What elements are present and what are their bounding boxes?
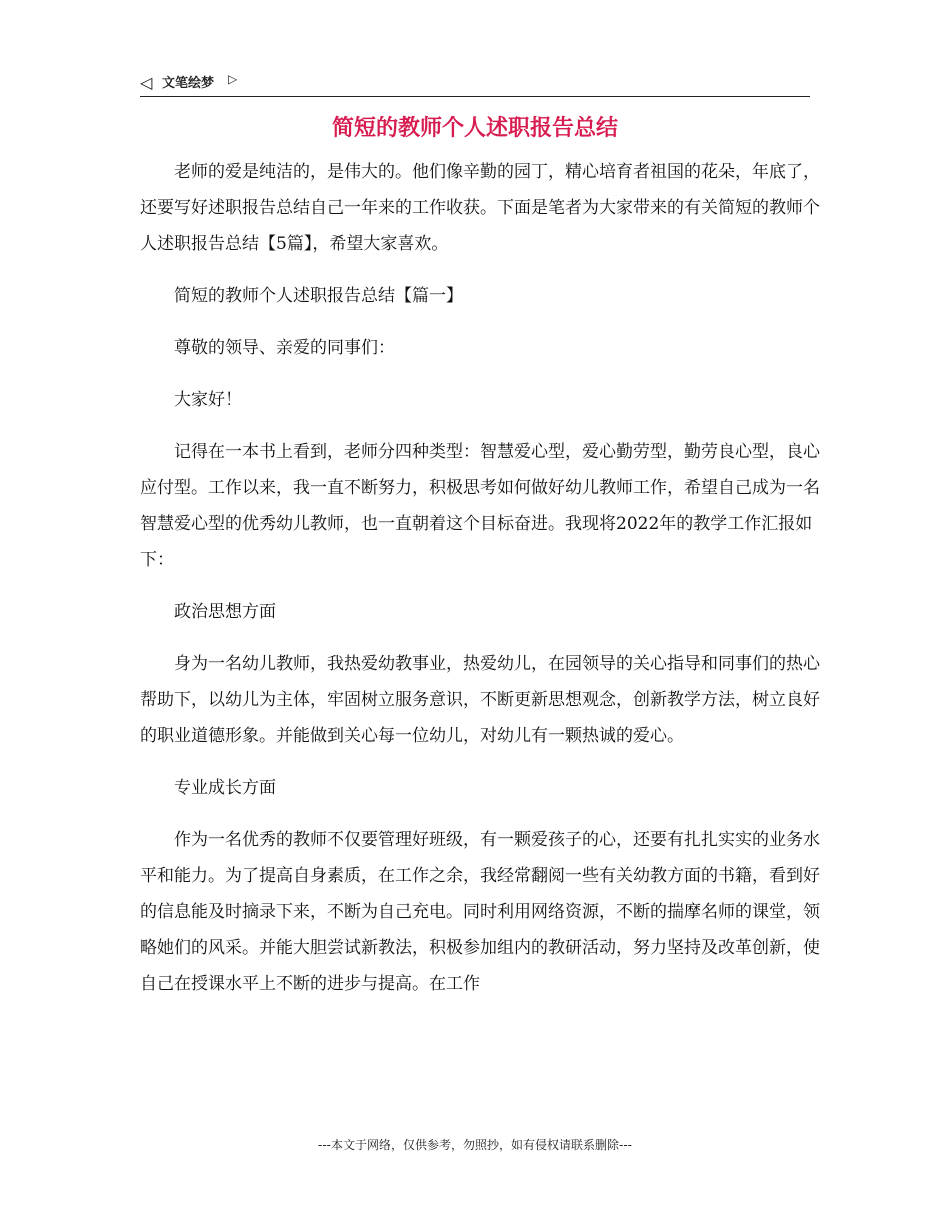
intro-paragraph: 老师的爱是纯洁的，是伟大的。他们像辛勤的园丁，精心培育者祖国的花朵，年底了，还要写好述职报告总结自己一年来的工作收获。下面是笔者为大家带来的有关简短的教师个人述职报告总结【5篇】，希望大家喜欢。 <box>140 162 820 254</box>
salutation: 尊敬的领导、亲爱的同事们： <box>174 338 395 358</box>
section-heading-1: 简短的教师个人述职报告总结【篇一】 <box>174 286 463 306</box>
page-footer: ---本文于网络，仅供参考，勿照抄，如有侵权请联系删除--- <box>318 1138 632 1152</box>
document-body <box>140 154 820 1018</box>
triangle-right-icon: ▷ <box>228 72 238 86</box>
document-title: 简短的教师个人述职报告总结 <box>331 116 618 141</box>
triangle-left-icon: ◁ <box>140 73 153 92</box>
brand-name: 文笔绘梦 <box>162 76 215 91</box>
body-paragraph: 记得在一本书上看到，老师分四种类型：智慧爱心型，爱心勤劳型，勤劳良心型，良心应付型。工作以来，我一直不断努力，积极思考如何做好幼儿教师工作，希望自己成为一名智慧爱心型的优秀幼儿教师，也一直朝着这个目标奋进。我现将2022年的教学工作汇报如下： <box>140 442 820 570</box>
subheading-political: 政治思想方面 <box>174 602 276 622</box>
page-header <box>140 72 810 97</box>
greeting: 大家好！ <box>174 390 242 410</box>
body-paragraph: 作为一名优秀的教师不仅要管理好班级，有一颗爱孩子的心，还要有扎扎实实的业务水平和能力。为了提高自身素质，在工作之余，我经常翻阅一些有关幼教方面的书籍，看到好的信息能及时摘录下来，不断为自己充电。同时利用网络资源，不断的揣摩名师的课堂，领略她们的风采。并能大胆尝试新教法，积极参加组内的教研活动，努力坚持及改革创新，使自己在授课水平上不断的进步与提高。在工作 <box>140 830 820 994</box>
subheading-professional: 专业成长方面 <box>174 778 276 798</box>
body-paragraph: 身为一名幼儿教师，我热爱幼教事业，热爱幼儿，在园领导的关心指导和同事们的热心帮助下，以幼儿为主体，牢固树立服务意识，不断更新思想观念，创新教学方法，树立良好的职业道德形象。并能做到关心每一位幼儿，对幼儿有一颗热诚的爱心。 <box>140 654 820 746</box>
